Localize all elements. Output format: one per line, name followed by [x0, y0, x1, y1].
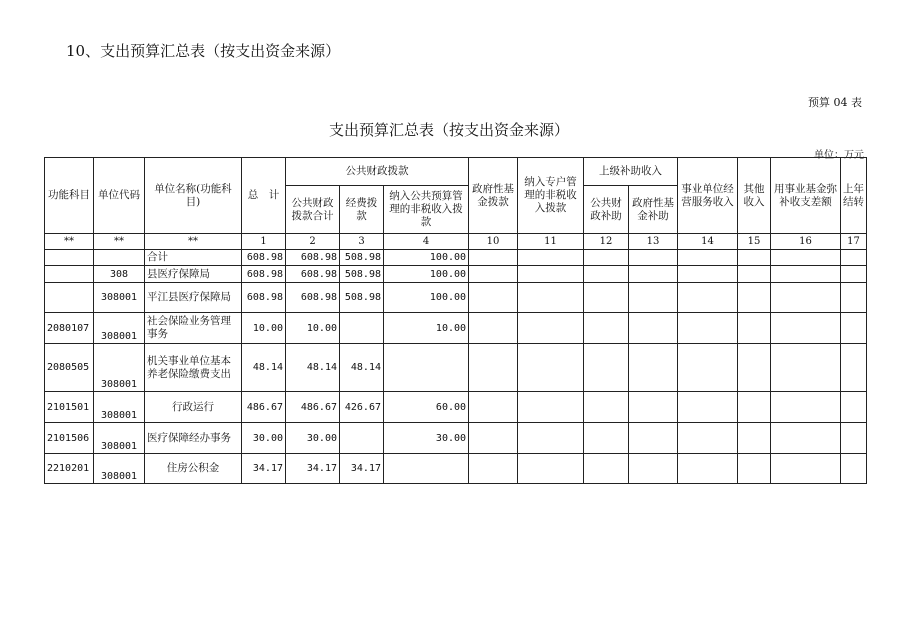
index-cell: 3	[340, 234, 384, 250]
empty-cell	[584, 454, 629, 484]
header-unit-name: 单位名称(功能科目)	[145, 158, 242, 234]
operating-cell: 508.98	[340, 250, 384, 266]
empty-cell	[469, 344, 518, 392]
func-code-cell	[45, 266, 94, 283]
header-public-fiscal: 公共财政拨款	[286, 158, 469, 186]
empty-cell	[518, 423, 584, 454]
empty-cell	[469, 283, 518, 313]
empty-cell	[771, 313, 841, 344]
empty-cell	[584, 392, 629, 423]
func-code-cell: 2101506	[45, 423, 94, 454]
empty-cell	[469, 313, 518, 344]
unit-name-cell: 合计	[145, 250, 242, 266]
operating-cell	[340, 423, 384, 454]
header-gov-fund: 政府性基金拨款	[469, 158, 518, 234]
unit-name-cell: 行政运行	[145, 392, 242, 423]
unit-name-cell: 机关事业单位基本养老保险缴费支出	[145, 344, 242, 392]
unit-name-cell: 县医疗保障局	[145, 266, 242, 283]
empty-cell	[584, 423, 629, 454]
header-total: 总 计	[242, 158, 286, 234]
table-row	[45, 423, 867, 454]
unit-name-cell: 医疗保障经办事务	[145, 423, 242, 454]
empty-cell	[678, 344, 738, 392]
func-code-cell: 2080505	[45, 344, 94, 392]
header-superior-gov-fund: 政府性基金补助	[629, 186, 678, 234]
header-fund-balance: 用事业基金弥补收支差额	[771, 158, 841, 234]
empty-cell	[678, 266, 738, 283]
unit-code-cell: 308001	[94, 423, 145, 454]
empty-cell	[584, 283, 629, 313]
func-code-cell: 2210201	[45, 454, 94, 484]
empty-cell	[841, 344, 867, 392]
total-cell: 30.00	[242, 423, 286, 454]
empty-cell	[469, 392, 518, 423]
table-row	[45, 266, 867, 283]
public-fiscal-total-cell: 486.67	[286, 392, 340, 423]
empty-cell	[584, 266, 629, 283]
unit-name-cell: 社会保险业务管理事务	[145, 313, 242, 344]
index-cell: 14	[678, 234, 738, 250]
empty-cell	[518, 266, 584, 283]
empty-cell	[629, 283, 678, 313]
empty-cell	[771, 344, 841, 392]
header-superior-public: 公共财政补助	[584, 186, 629, 234]
unit-code-cell	[94, 250, 145, 266]
func-code-cell: 2080107	[45, 313, 94, 344]
empty-cell	[629, 392, 678, 423]
empty-cell	[518, 392, 584, 423]
header-index-row	[45, 234, 867, 250]
operating-cell: 48.14	[340, 344, 384, 392]
empty-cell	[469, 423, 518, 454]
func-code-cell	[45, 250, 94, 266]
public-fiscal-total-cell: 30.00	[286, 423, 340, 454]
non-tax-cell: 100.00	[384, 250, 469, 266]
unit-code-cell: 308001	[94, 313, 145, 344]
public-fiscal-total-cell: 608.98	[286, 266, 340, 283]
total-cell: 34.17	[242, 454, 286, 484]
public-fiscal-total-cell: 608.98	[286, 283, 340, 313]
header-row-1	[45, 158, 867, 186]
budget-table	[44, 157, 867, 484]
table-row	[45, 344, 867, 392]
index-cell: 17	[841, 234, 867, 250]
total-cell: 608.98	[242, 283, 286, 313]
unit-code-cell: 308001	[94, 283, 145, 313]
non-tax-cell: 10.00	[384, 313, 469, 344]
operating-cell: 426.67	[340, 392, 384, 423]
index-cell: 16	[771, 234, 841, 250]
index-cell: 15	[738, 234, 771, 250]
empty-cell	[584, 344, 629, 392]
empty-cell	[629, 454, 678, 484]
empty-cell	[841, 266, 867, 283]
empty-cell	[518, 250, 584, 266]
empty-cell	[584, 250, 629, 266]
unit-code-cell: 308001	[94, 392, 145, 423]
unit-code-cell: 308001	[94, 344, 145, 392]
index-cell: 4	[384, 234, 469, 250]
header-special-non-tax: 纳入专户管理的非税收入拨款	[518, 158, 584, 234]
empty-cell	[771, 266, 841, 283]
unit-code-cell: 308001	[94, 454, 145, 484]
header-public-fiscal-total: 公共财政拨款合计	[286, 186, 340, 234]
public-fiscal-total-cell: 10.00	[286, 313, 340, 344]
empty-cell	[629, 313, 678, 344]
empty-cell	[738, 313, 771, 344]
index-cell: **	[45, 234, 94, 250]
section-heading: 10、支出预算汇总表（按支出资金来源）	[66, 42, 341, 60]
index-cell: **	[94, 234, 145, 250]
func-code-cell: 2101501	[45, 392, 94, 423]
empty-cell	[841, 283, 867, 313]
operating-cell: 508.98	[340, 283, 384, 313]
public-fiscal-total-cell: 34.17	[286, 454, 340, 484]
empty-cell	[738, 283, 771, 313]
non-tax-cell	[384, 454, 469, 484]
table-row	[45, 454, 867, 484]
header-carryover: 上年结转	[841, 158, 867, 234]
empty-cell	[629, 423, 678, 454]
non-tax-cell: 100.00	[384, 266, 469, 283]
non-tax-cell: 60.00	[384, 392, 469, 423]
empty-cell	[678, 250, 738, 266]
empty-cell	[469, 454, 518, 484]
total-cell: 10.00	[242, 313, 286, 344]
operating-cell: 508.98	[340, 266, 384, 283]
unit-name-cell: 平江县医疗保障局	[145, 283, 242, 313]
header-superior-subsidy: 上级补助收入	[584, 158, 678, 186]
empty-cell	[518, 454, 584, 484]
empty-cell	[738, 250, 771, 266]
total-cell: 608.98	[242, 266, 286, 283]
header-operating: 经费拨款	[340, 186, 384, 234]
empty-cell	[584, 313, 629, 344]
header-non-tax-budget: 纳入公共预算管理的非税收入拨款	[384, 186, 469, 234]
empty-cell	[841, 250, 867, 266]
empty-cell	[738, 423, 771, 454]
header-unit-code: 单位代码	[94, 158, 145, 234]
empty-cell	[771, 454, 841, 484]
table-row	[45, 283, 867, 313]
index-cell: 11	[518, 234, 584, 250]
empty-cell	[841, 454, 867, 484]
non-tax-cell: 100.00	[384, 283, 469, 313]
empty-cell	[518, 344, 584, 392]
public-fiscal-total-cell: 608.98	[286, 250, 340, 266]
empty-cell	[771, 283, 841, 313]
table-row	[45, 392, 867, 423]
empty-cell	[678, 423, 738, 454]
unit-code-cell: 308	[94, 266, 145, 283]
index-cell: **	[145, 234, 242, 250]
func-code-cell	[45, 283, 94, 313]
index-cell: 12	[584, 234, 629, 250]
public-fiscal-total-cell: 48.14	[286, 344, 340, 392]
empty-cell	[469, 266, 518, 283]
empty-cell	[738, 344, 771, 392]
empty-cell	[518, 313, 584, 344]
unit-label: 单位：万元	[814, 150, 864, 161]
empty-cell	[771, 423, 841, 454]
empty-cell	[678, 283, 738, 313]
table-row	[45, 250, 867, 266]
empty-cell	[841, 392, 867, 423]
table-row	[45, 313, 867, 344]
table-number: 预算 04 表	[808, 96, 862, 109]
non-tax-cell	[384, 344, 469, 392]
operating-cell: 34.17	[340, 454, 384, 484]
index-cell: 2	[286, 234, 340, 250]
header-other-income: 其他收入	[738, 158, 771, 234]
empty-cell	[678, 313, 738, 344]
empty-cell	[678, 392, 738, 423]
empty-cell	[738, 392, 771, 423]
header-func-code: 功能科目	[45, 158, 94, 234]
empty-cell	[738, 266, 771, 283]
table-title: 支出预算汇总表（按支出资金来源）	[328, 121, 569, 139]
non-tax-cell: 30.00	[384, 423, 469, 454]
empty-cell	[771, 250, 841, 266]
unit-name-cell: 住房公积金	[145, 454, 242, 484]
empty-cell	[678, 454, 738, 484]
empty-cell	[841, 313, 867, 344]
index-cell: 13	[629, 234, 678, 250]
index-cell: 10	[469, 234, 518, 250]
total-cell: 608.98	[242, 250, 286, 266]
index-cell: 1	[242, 234, 286, 250]
empty-cell	[841, 423, 867, 454]
empty-cell	[469, 250, 518, 266]
empty-cell	[738, 454, 771, 484]
empty-cell	[518, 283, 584, 313]
empty-cell	[629, 266, 678, 283]
operating-cell	[340, 313, 384, 344]
empty-cell	[629, 250, 678, 266]
empty-cell	[771, 392, 841, 423]
total-cell: 486.67	[242, 392, 286, 423]
total-cell: 48.14	[242, 344, 286, 392]
header-business-income: 事业单位经营服务收入	[678, 158, 738, 234]
empty-cell	[629, 344, 678, 392]
